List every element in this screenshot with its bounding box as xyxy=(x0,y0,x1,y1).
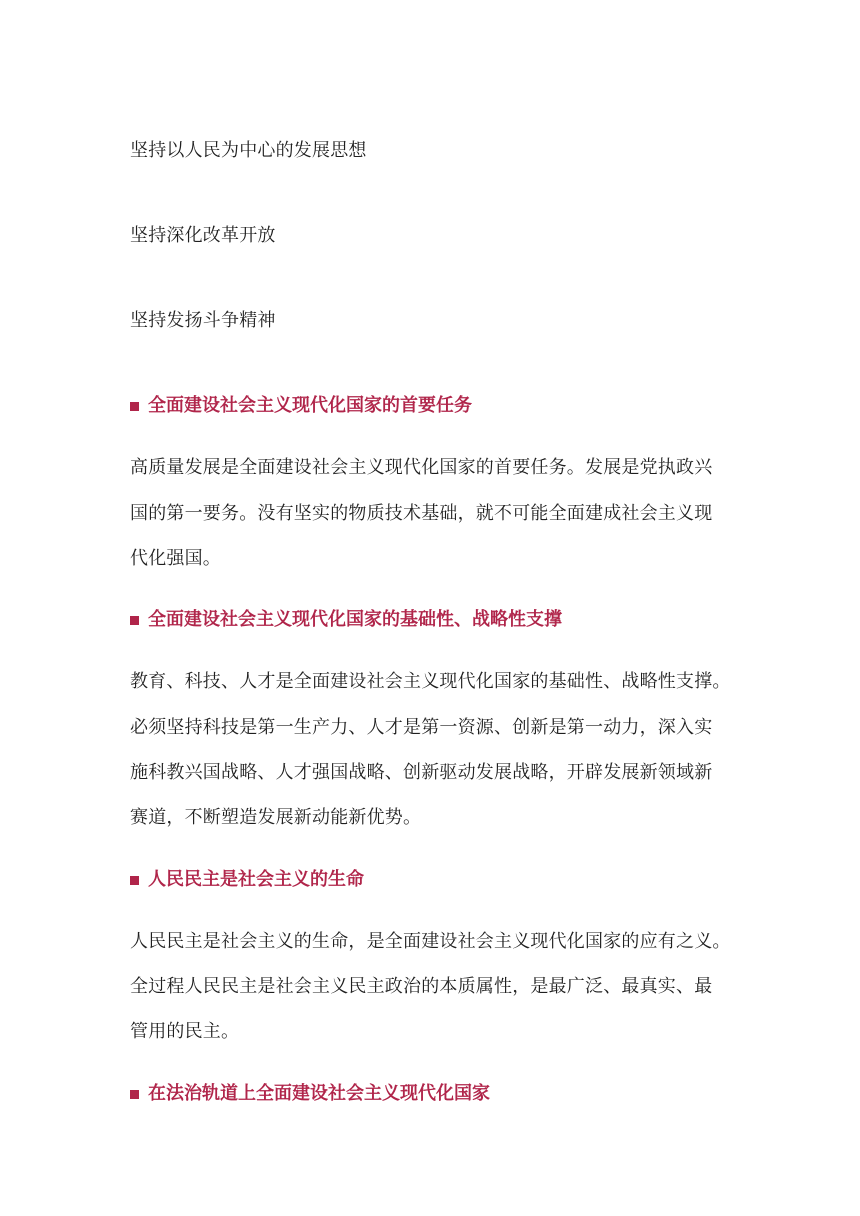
section-heading xyxy=(130,394,740,418)
paragraph-line: 教育、科技、人才是全面建设社会主义现代化国家的基础性、战略性支撑。 xyxy=(130,671,731,692)
paragraph-line: 高质量发展是全面建设社会主义现代化国家的首要任务。发展是党执政兴 xyxy=(130,457,713,478)
paragraph-line: 国的第一要务。没有坚实的物质技术基础，就不可能全面建成社会主义现 xyxy=(130,503,713,524)
principle-line: 坚持深化改革开放 xyxy=(130,225,276,246)
square-bullet-icon xyxy=(130,616,139,625)
section-heading-text: 全面建设社会主义现代化国家的基础性、战略性支撑 xyxy=(148,609,562,630)
principle-line: 坚持发扬斗争精神 xyxy=(130,310,276,331)
paragraph-line: 全过程人民民主是社会主义民主政治的本质属性，是最广泛、最真实、最 xyxy=(130,976,713,997)
square-bullet-icon xyxy=(130,402,139,411)
square-bullet-icon xyxy=(130,876,139,885)
section-heading-text: 在法治轨道上全面建设社会主义现代化国家 xyxy=(148,1083,490,1104)
paragraph-line: 人民民主是社会主义的生命，是全面建设社会主义现代化国家的应有之义。 xyxy=(130,931,731,952)
section-heading-text: 人民民主是社会主义的生命 xyxy=(148,869,364,890)
paragraph-line: 施科教兴国战略、人才强国战略、创新驱动发展战略，开辟发展新领域新 xyxy=(130,762,713,783)
section-heading xyxy=(130,868,740,892)
section-heading xyxy=(130,608,740,632)
paragraph-line: 必须坚持科技是第一生产力、人才是第一资源、创新是第一动力，深入实 xyxy=(130,717,713,738)
paragraph-line: 管用的民主。 xyxy=(130,1021,240,1042)
paragraph-line: 代化强国。 xyxy=(130,548,221,569)
paragraph-line: 赛道，不断塑造发展新动能新优势。 xyxy=(130,807,422,828)
section-heading-text: 全面建设社会主义现代化国家的首要任务 xyxy=(148,395,472,416)
principle-line: 坚持以人民为中心的发展思想 xyxy=(130,140,367,161)
square-bullet-icon xyxy=(130,1090,139,1099)
section-heading xyxy=(130,1082,740,1106)
